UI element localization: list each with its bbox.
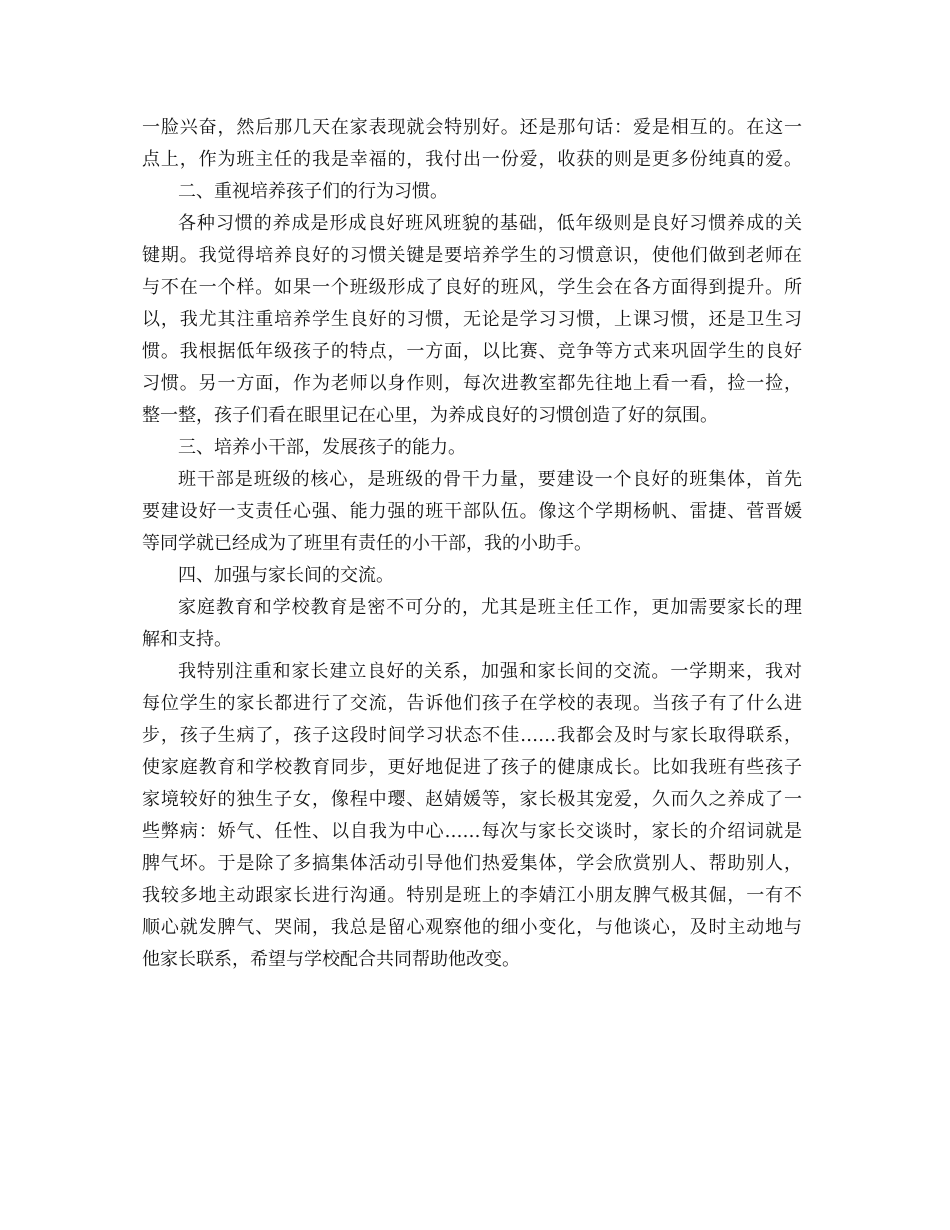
text-line: 家庭教育和学校教育是密不可分的，尤其是班主任工作，更加需要家长的理: [178, 597, 802, 618]
text-line: 点上，作为班主任的我是幸福的，我付出一份爱，收获的则是更多份纯真的爱。: [142, 149, 802, 170]
text-line: 一脸兴奋，然后那几天在家表现就会特别好。还是那句话：爱是相互的。在这一: [142, 117, 802, 138]
text-line: 些弊病：娇气、任性、以自我为中心……每次与家长交谈时，家长的介绍词就是: [142, 821, 802, 842]
text-line: 班干部是班级的核心，是班级的骨干力量，要建设一个良好的班集体，首先: [178, 469, 802, 490]
section-heading: 三、培养小干部，发展孩子的能力。: [178, 437, 466, 458]
text-line: 等同学就已经成为了班里有责任的小干部，我的小助手。: [142, 533, 592, 554]
text-line: 以，我尤其注重培养学生良好的习惯，无论是学习习惯，上课习惯，还是卫生习: [142, 309, 802, 330]
text-line: 键期。我觉得培养良好的习惯关键是要培养学生的习惯意识，使他们做到老师在: [142, 245, 802, 266]
text-line: 脾气坏。于是除了多搞集体活动引导他们热爱集体，学会欣赏别人、帮助别人，: [142, 853, 802, 874]
text-line: 家境较好的独生子女，像程中璎、赵婧媛等，家长极其宠爱，久而久之养成了一: [142, 789, 802, 810]
text-line: 整一整，孩子们看在眼里记在心里，为养成良好的习惯创造了好的氛围。: [142, 405, 718, 426]
text-line: 惯。我根据低年级孩子的特点，一方面，以比赛、竞争等方式来巩固学生的良好: [142, 341, 802, 362]
text-line: 使家庭教育和学校教育同步，更好地促进了孩子的健康成长。比如我班有些孩子: [142, 757, 802, 778]
text-line: 我特别注重和家长建立良好的关系，加强和家长间的交流。一学期来，我对: [178, 661, 802, 682]
text-line: 与不在一个样。如果一个班级形成了良好的班风，学生会在各方面得到提升。所: [142, 277, 802, 298]
text-line: 各种习惯的养成是形成良好班风班貌的基础，低年级则是良好习惯养成的关: [178, 213, 802, 234]
text-line: 习惯。另一方面，作为老师以身作则，每次进教室都先往地上看一看，捡一捡，: [142, 373, 802, 394]
text-line: 他家长联系，希望与学校配合共同帮助他改变。: [142, 949, 520, 970]
section-heading: 四、加强与家长间的交流。: [178, 565, 394, 586]
document-body: [142, 112, 802, 976]
section-heading: 二、重视培养孩子们的行为习惯。: [178, 181, 448, 202]
text-line: 我较多地主动跟家长进行沟通。特别是班上的李婧江小朋友脾气极其倔，一有不: [142, 885, 802, 906]
text-line: 顺心就发脾气、哭闹，我总是留心观察他的细小变化，与他谈心，及时主动地与: [142, 917, 802, 938]
text-line: 每位学生的家长都进行了交流，告诉他们孩子在学校的表现。当孩子有了什么进: [142, 693, 802, 714]
text-line: 步，孩子生病了，孩子这段时间学习状态不佳……我都会及时与家长取得联系，: [142, 725, 802, 746]
text-line: 要建设好一支责任心强、能力强的班干部队伍。像这个学期杨帆、雷捷、菅晋媛: [142, 501, 802, 522]
text-line: 解和支持。: [142, 629, 232, 650]
